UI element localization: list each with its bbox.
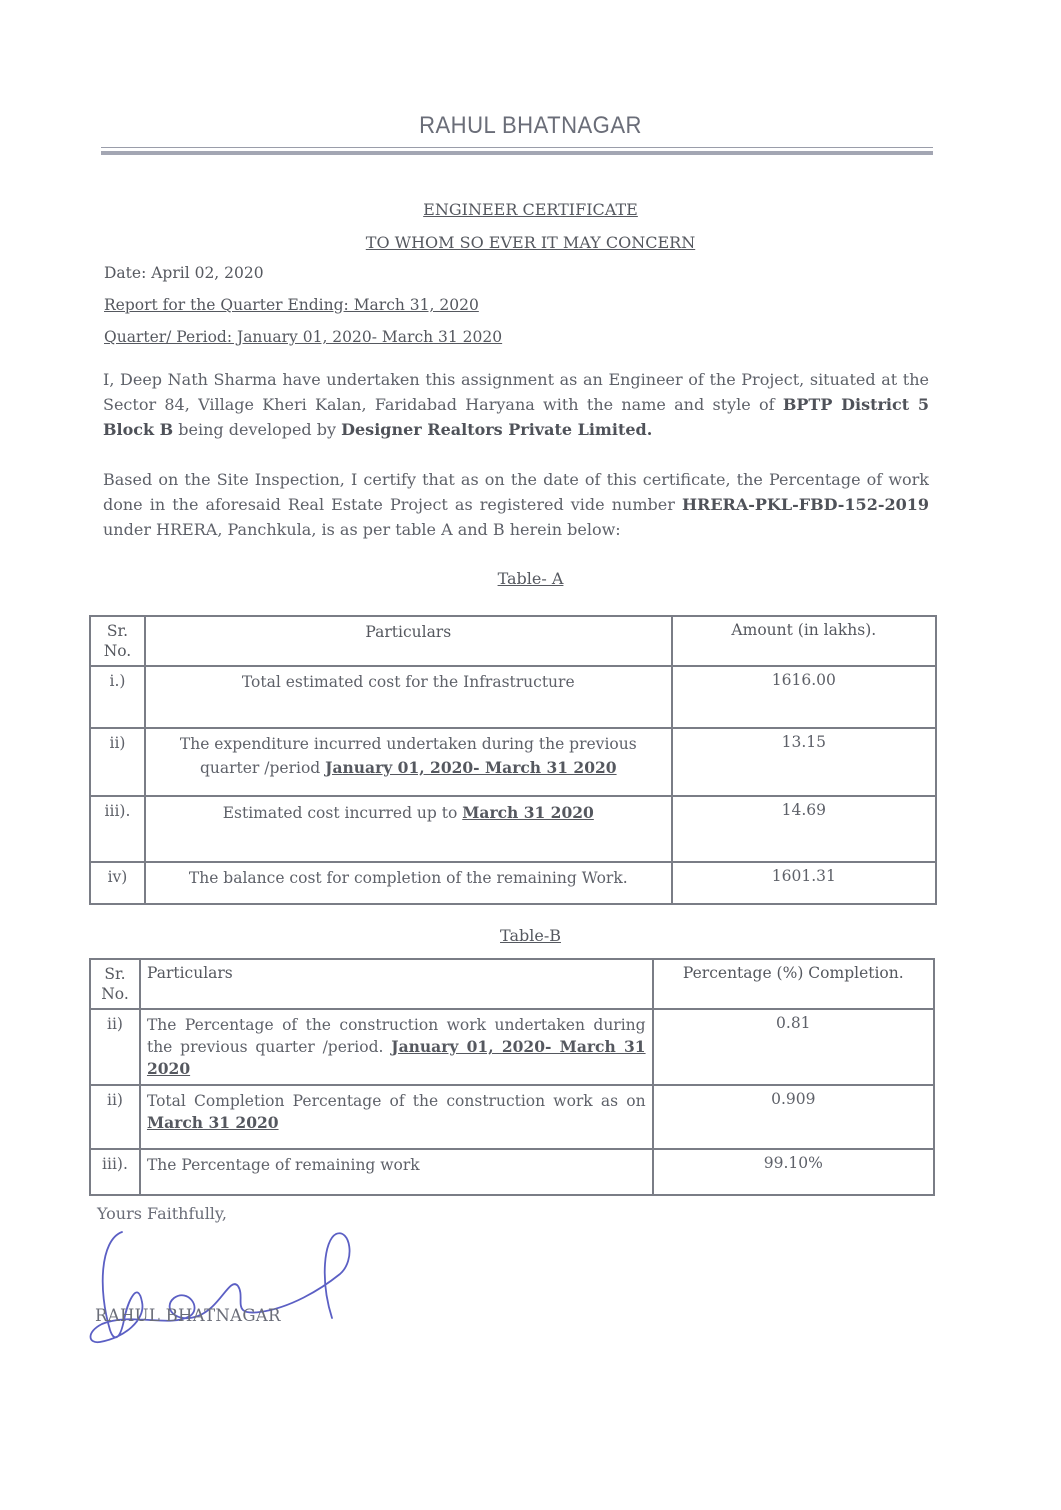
certificate-date: Date: April 02, 2020 [104, 264, 264, 282]
table-row [90, 862, 936, 904]
particulars-text: Total Completion Percentage of the construction work as on [146, 1092, 646, 1110]
period-emphasis: January 01, 2020- March 31 2020 [146, 1037, 646, 1078]
letterhead-name: RAHUL BHATNAGAR [419, 112, 642, 139]
statement-text-2: being developed by [173, 420, 342, 439]
row-percentage: 0.81 [653, 1009, 934, 1085]
table-row [90, 666, 936, 728]
header-percentage: Percentage (%) Completion. [653, 959, 934, 1009]
row-sr: iv) [90, 862, 145, 904]
row-particulars [145, 728, 672, 796]
certification-text-2: under HRERA, Panchkula, is as per table A and B herein below: [103, 520, 621, 539]
particulars-text: The Percentage of remaining work [146, 1156, 420, 1174]
header-particulars: Particulars [140, 959, 653, 1009]
header-amount: Amount (in lakhs). [672, 616, 936, 666]
table-b [89, 958, 935, 1196]
table-a-title: Table- A [497, 569, 564, 588]
row-amount: 1601.31 [672, 862, 936, 904]
letterhead-rule-thick [101, 151, 933, 155]
row-sr: iii). [90, 1149, 140, 1195]
row-sr: ii) [90, 1085, 140, 1149]
row-particulars [145, 666, 672, 728]
registration-number: HRERA-PKL-FBD-152-2019 [681, 495, 929, 514]
table-a [89, 615, 937, 905]
table-a-header [90, 616, 936, 666]
row-sr: ii) [90, 728, 145, 796]
table-b-header [90, 959, 934, 1009]
row-percentage: 0.909 [653, 1085, 934, 1149]
header-sr-no: Sr. No. [90, 959, 140, 1009]
table-row [90, 1009, 934, 1085]
particulars-text: The balance cost for completion of the remaining Work. [188, 869, 628, 887]
row-particulars [140, 1149, 653, 1195]
row-particulars [145, 796, 672, 862]
header-particulars: Particulars [145, 616, 672, 666]
developer-name: Designer Realtors Private Limited. [341, 420, 653, 439]
engineer-statement [103, 367, 929, 442]
date-emphasis: March 31 2020 [146, 1113, 279, 1132]
particulars-text: Total estimated cost for the Infrastructure [241, 673, 575, 691]
row-particulars [145, 862, 672, 904]
table-row [90, 796, 936, 862]
letterhead-rule-thin [101, 147, 933, 148]
row-amount: 13.15 [672, 728, 936, 796]
particulars-text: The Percentage of the construction work undertaken during the previous quarter /period. [146, 1016, 646, 1056]
row-amount: 14.69 [672, 796, 936, 862]
particulars-text: The expenditure incurred undertaken during the previous quarter /period [179, 735, 637, 777]
date-emphasis: March 31 2020 [462, 803, 594, 822]
particulars-text: Estimated cost incurred up to [222, 804, 463, 822]
row-sr: ii) [90, 1009, 140, 1085]
report-quarter: Report for the Quarter Ending: March 31, 2020 [104, 296, 479, 314]
row-sr: iii). [90, 796, 145, 862]
row-particulars [140, 1009, 653, 1085]
statement-text-1: I, Deep Nath Sharma have undertaken this assignment as an Engineer of the Project, situated at the Sector 84, Village Kheri Kalan, Faridabad Haryana with the name and style of [103, 370, 929, 414]
certification-statement [103, 467, 929, 542]
table-row [90, 1149, 934, 1195]
table-row [90, 728, 936, 796]
addressee-line: TO WHOM SO EVER IT MAY CONCERN [365, 233, 696, 252]
row-percentage: 99.10% [653, 1149, 934, 1195]
table-b-title: Table-B [500, 926, 561, 945]
quarter-period: Quarter/ Period: January 01, 2020- March 31 2020 [104, 328, 503, 346]
closing-salutation: Yours Faithfully, [97, 1204, 227, 1223]
signature-stroke [91, 1232, 350, 1342]
period-emphasis: January 01, 2020- March 31 2020 [325, 758, 617, 777]
signature-image [80, 1220, 380, 1360]
table-row [90, 1085, 934, 1149]
certification-text-1: Based on the Site Inspection, I certify that as on the date of this certificate, the Percentage of work done in the aforesaid Real Estate Project as registered vide number [103, 470, 929, 514]
signatory-name: RAHUL BHATNAGAR [95, 1306, 281, 1325]
row-particulars [140, 1085, 653, 1149]
header-sr-no: Sr. No. [90, 616, 145, 666]
row-sr: i.) [90, 666, 145, 728]
row-amount: 1616.00 [672, 666, 936, 728]
certificate-title: ENGINEER CERTIFICATE [423, 200, 638, 219]
project-name: BPTP District 5 Block B [103, 395, 929, 439]
